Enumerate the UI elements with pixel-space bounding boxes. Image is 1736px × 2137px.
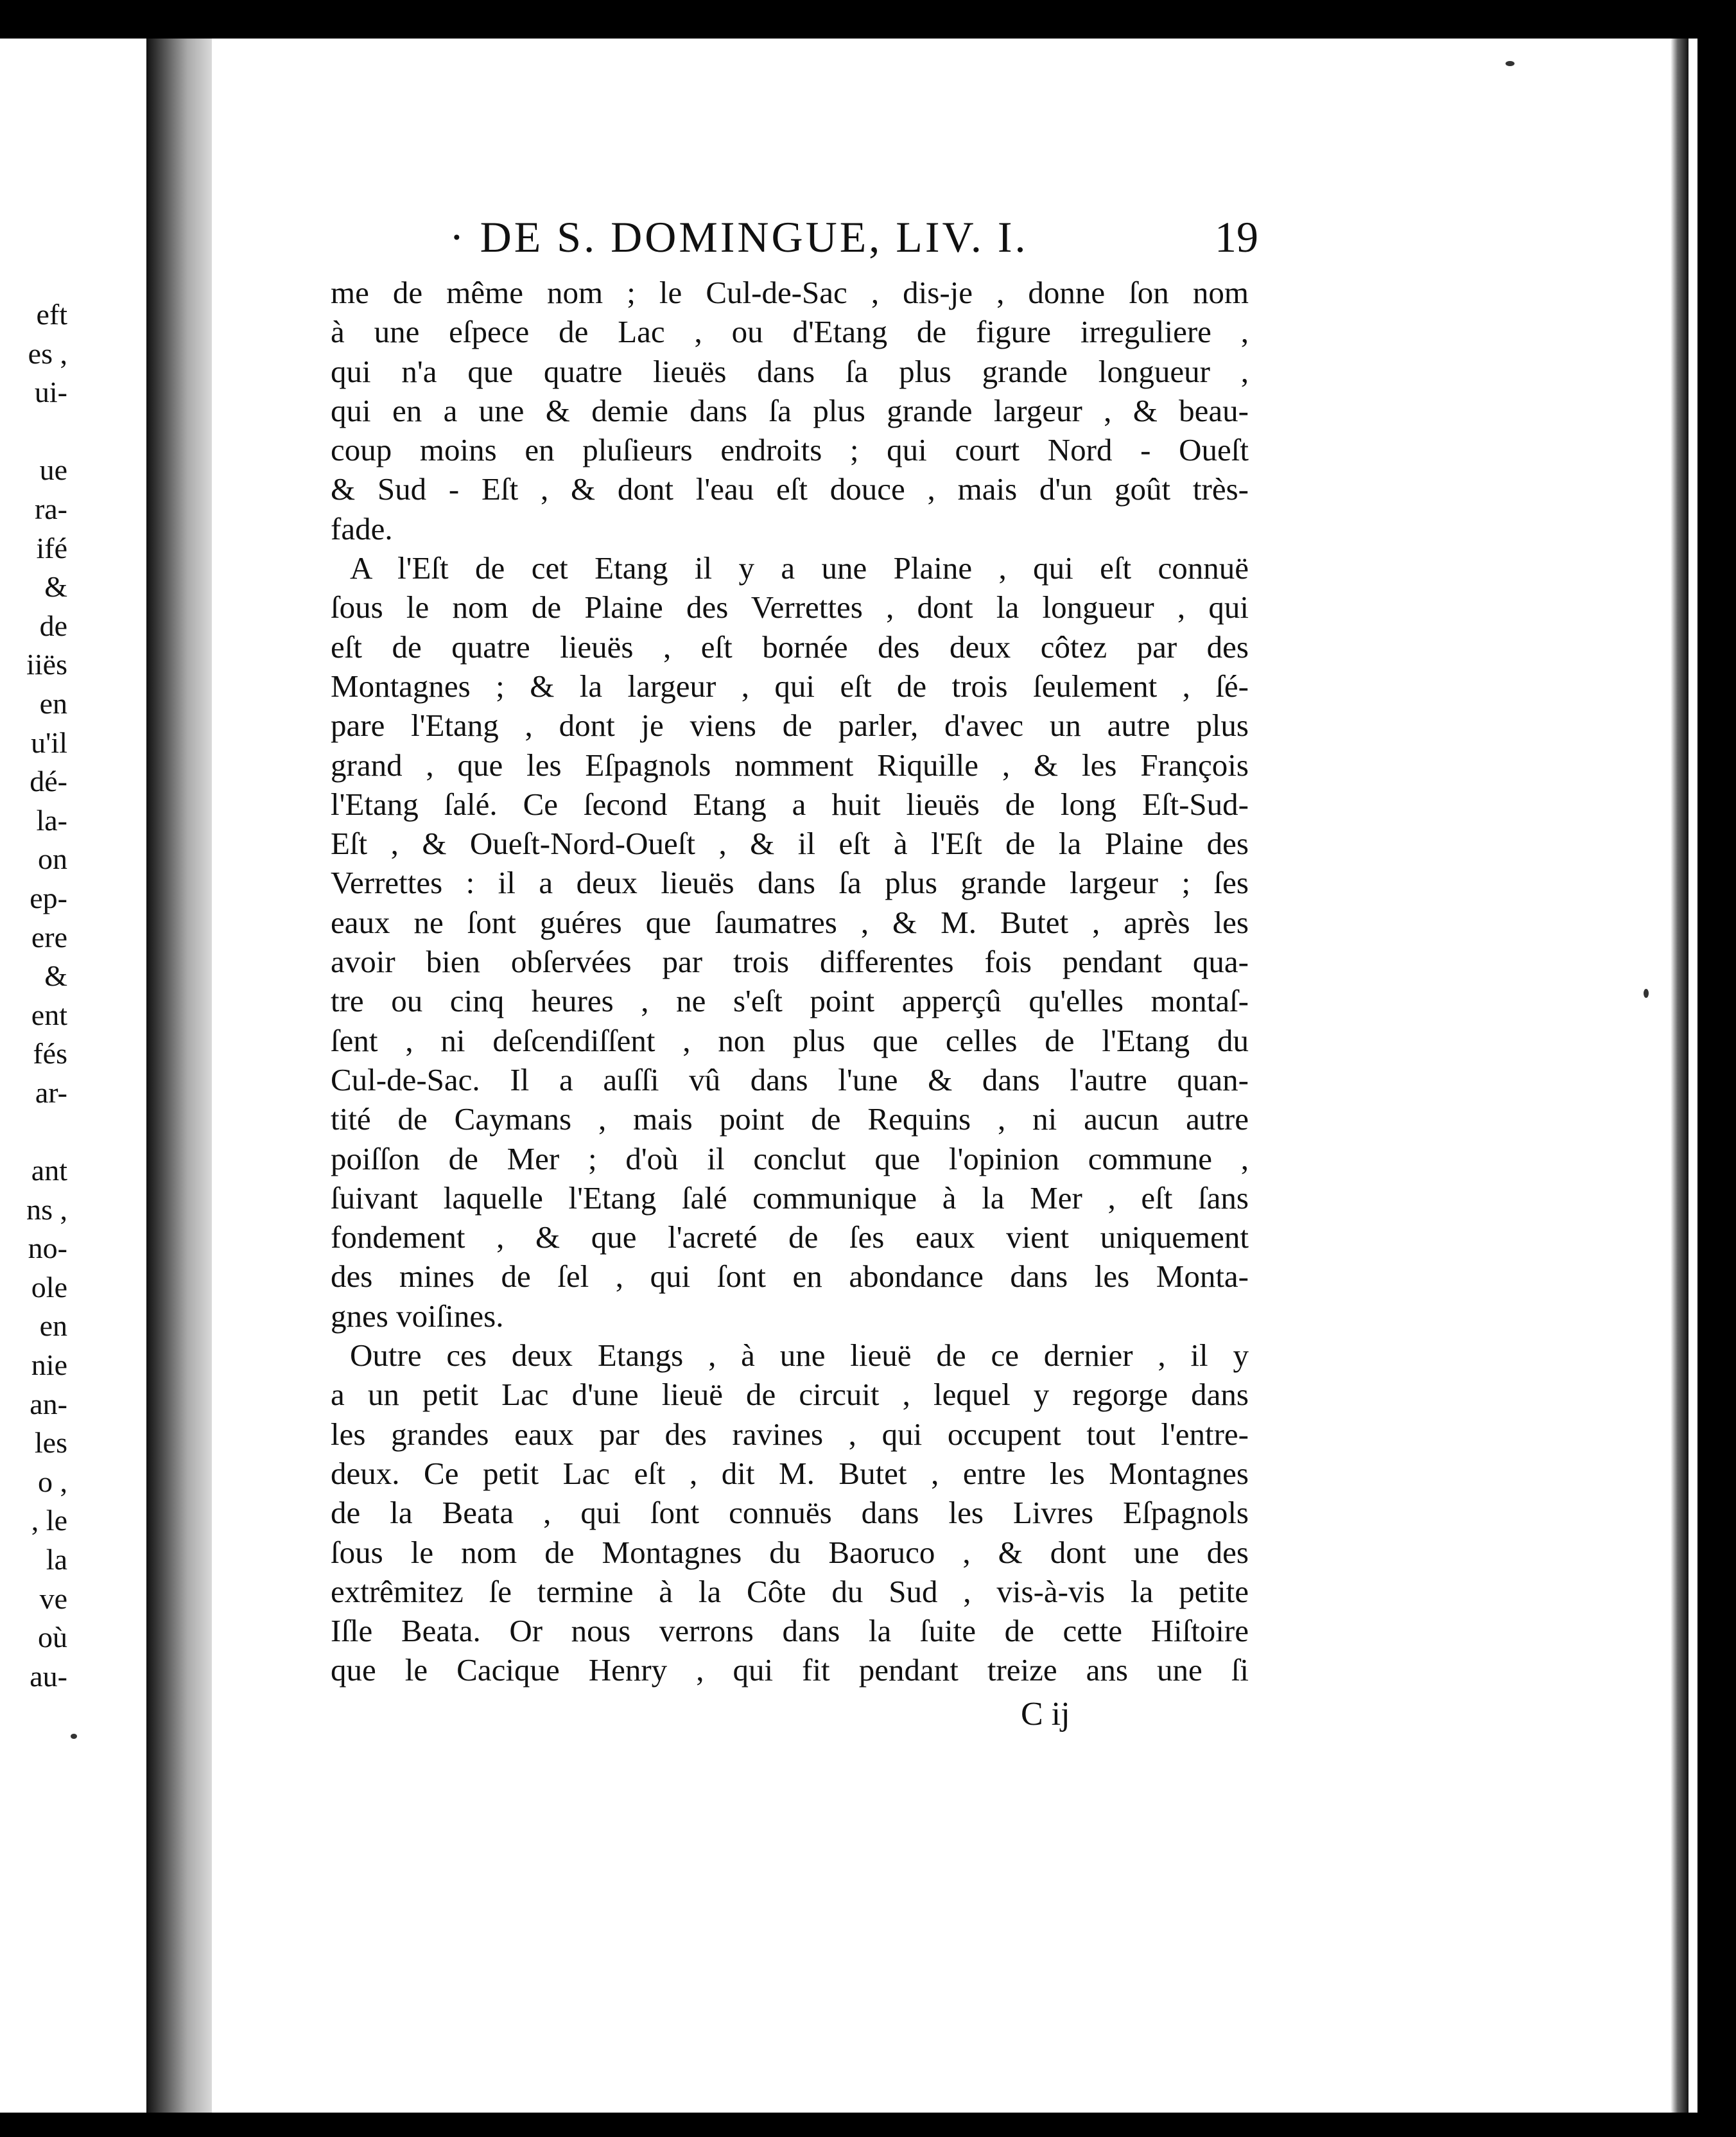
body-text — [331, 273, 1249, 1690]
scan-top-border — [0, 0, 1736, 39]
text-line: Montagnes ; & la largeur , qui eſt de trois ſeulement , ſé- — [331, 668, 1249, 704]
text-line: Cul-de-Sac. Il a auſſi vû dans l'une & dans l'autre quan- — [331, 1061, 1249, 1097]
text-line: me de même nom ; le Cul-de-Sac , dis-je , donne ſon nom — [331, 275, 1249, 310]
left-page-fragment: la — [46, 1543, 67, 1576]
scan-bottom-border — [0, 2113, 1736, 2137]
text-line: eſt de quatre lieuës , eſt bornée des deux côtez par des — [331, 629, 1249, 665]
left-page-fragment: ent — [31, 998, 67, 1031]
left-page-fragment: ifé — [36, 531, 67, 564]
text-line: à une eſpece de Lac , ou d'Etang de figure irreguliere , — [331, 314, 1249, 350]
left-page-fragment: o , — [38, 1465, 67, 1498]
text-line: coup moins en pluſieurs endroits ; qui court Nord - Oueſt — [331, 432, 1249, 468]
text-line: ſous le nom de Montagnes du Baoruco , & dont une des — [331, 1534, 1249, 1570]
scan-speck — [71, 1734, 77, 1739]
text-line: A l'Eſt de cet Etang il y a une Plaine , qui eſt connuë — [350, 550, 1249, 586]
text-line: poiſſon de Mer ; d'où il conclut que l'opinion commune , — [331, 1140, 1249, 1176]
text-line: avoir bien obſervées par trois differentes fois pendant qua- — [331, 944, 1249, 980]
left-page-fragment: au- — [30, 1659, 67, 1693]
text-line: Iſle Beata. Or nous verrons dans la ſuite de cette Hiſtoire — [331, 1613, 1249, 1649]
left-page-fragment: , le — [31, 1504, 67, 1537]
left-page-fragment: ns , — [26, 1192, 67, 1226]
scan-speck — [1644, 989, 1649, 998]
left-page-fragment: de — [39, 609, 67, 642]
left-page-fragment: ue — [39, 453, 67, 487]
left-page-fragment: ep- — [30, 881, 67, 914]
text-line: eaux ne ſont guéres que ſaumatres , & M. Butet , après les — [331, 904, 1249, 940]
text-line: a un petit Lac d'une lieuë de circuit , lequel y regorge dans — [331, 1377, 1249, 1413]
left-page-fragment: ant — [31, 1154, 67, 1187]
left-page-fragment: on — [38, 842, 67, 876]
left-page-fragment: ole — [31, 1270, 67, 1304]
left-page-fragment: ar- — [35, 1076, 67, 1109]
text-line: Verrettes : il a deux lieuës dans ſa plus grande largeur ; ſes — [331, 865, 1249, 901]
left-page-fragment: eft — [36, 298, 67, 331]
scan-speck — [1506, 61, 1515, 66]
left-page-fragment: où — [38, 1621, 67, 1654]
left-page-fragment: no- — [28, 1232, 67, 1265]
text-line: des mines de ſel , qui ſont en abondance dans les Monta- — [331, 1259, 1249, 1295]
text-line: & Sud - Eſt , & dont l'eau eſt douce , mais d'un goût très- — [331, 471, 1249, 507]
left-page-fragment: nie — [31, 1348, 67, 1382]
left-page-fragment: en — [39, 1309, 67, 1343]
left-page-fragment: fés — [33, 1037, 67, 1070]
text-line: ſent , ni deſcendiſſent , non plus que celles de l'Etang du — [331, 1022, 1249, 1058]
text-line: gnes voiſines. — [331, 1298, 504, 1334]
text-line: qui en a une & demie dans ſa plus grande largeur , & beau- — [331, 392, 1249, 428]
running-head — [449, 212, 1258, 270]
left-page-cut-text — [0, 295, 67, 1696]
left-page-fragment: u'il — [31, 726, 67, 759]
left-page-fragment: la- — [36, 803, 67, 837]
text-line: tre ou cinq heures , ne s'eſt point apperçû qu'elles montaſ- — [331, 983, 1249, 1019]
left-page-fragment: an- — [30, 1387, 67, 1420]
text-line: de la Beata , qui ſont connuës dans les Livres Eſpagnols — [331, 1495, 1249, 1531]
left-page-fragment: en — [39, 686, 67, 720]
text-line: les grandes eaux par des ravines , qui occupent tout l'entre- — [331, 1416, 1249, 1452]
left-page-fragment: ere — [31, 920, 67, 954]
text-line: qui n'a que quatre lieuës dans ſa plus grande longueur , — [331, 353, 1249, 389]
text-line: pare l'Etang , dont je viens de parler, d'avec un autre plus — [331, 708, 1249, 744]
left-page-fragment: & — [44, 959, 67, 993]
left-page-fragment — [0, 1112, 67, 1151]
running-head-title: · DE S. DOMINGUE, LIV. I. — [449, 213, 1029, 261]
left-page-fragment: dé- — [30, 765, 67, 798]
left-page-fragment: iiës — [26, 648, 67, 681]
text-line: ſuivant laquelle l'Etang ſalé communique à la Mer , eſt ſans — [331, 1180, 1249, 1216]
text-line: tité de Caymans , mais point de Requins , ni aucun autre — [331, 1101, 1249, 1137]
left-page-fragment: ra- — [34, 492, 67, 525]
left-page-fragment: les — [34, 1426, 67, 1460]
left-page-fragment: ve — [39, 1582, 67, 1615]
signature-mark: C ij — [1021, 1696, 1070, 1732]
text-line: Outre ces deux Etangs , à une lieuë de ce dernier , il y — [350, 1338, 1249, 1374]
text-line: grand , que les Eſpagnols nomment Riquille , & les François — [331, 747, 1249, 783]
left-page-fragment — [0, 412, 67, 451]
text-line: fade. — [331, 510, 393, 546]
text-line: l'Etang ſalé. Ce ſecond Etang a huit lieuës de long Eſt-Sud- — [331, 786, 1249, 822]
scan-right-border — [1697, 0, 1736, 2137]
left-page-fragment: es , — [28, 336, 67, 370]
text-line: ſous le nom de Plaine des Verrettes , dont la longueur , qui — [331, 589, 1249, 625]
left-page-fragment: & — [44, 570, 67, 604]
text-line: fondement , & que l'acreté de ſes eaux vient uniquement — [331, 1219, 1249, 1255]
text-line: extrêmitez ſe termine à la Côte du Sud , vis-à-vis la petite — [331, 1573, 1249, 1609]
left-page-fragment: ui- — [34, 376, 67, 409]
left-facing-page — [0, 45, 161, 2100]
text-line: que le Cacique Henry , qui fit pendant treize ans une ſi — [331, 1652, 1249, 1688]
text-line: Eſt , & Oueſt-Nord-Oueſt , & il eſt à l'Eſt de la Plaine des — [331, 826, 1249, 862]
right-page-edge — [1671, 39, 1688, 2113]
text-line: deux. Ce petit Lac eſt , dit M. Butet , entre les Montagnes — [331, 1455, 1249, 1491]
page-number: 19 — [1215, 213, 1258, 261]
